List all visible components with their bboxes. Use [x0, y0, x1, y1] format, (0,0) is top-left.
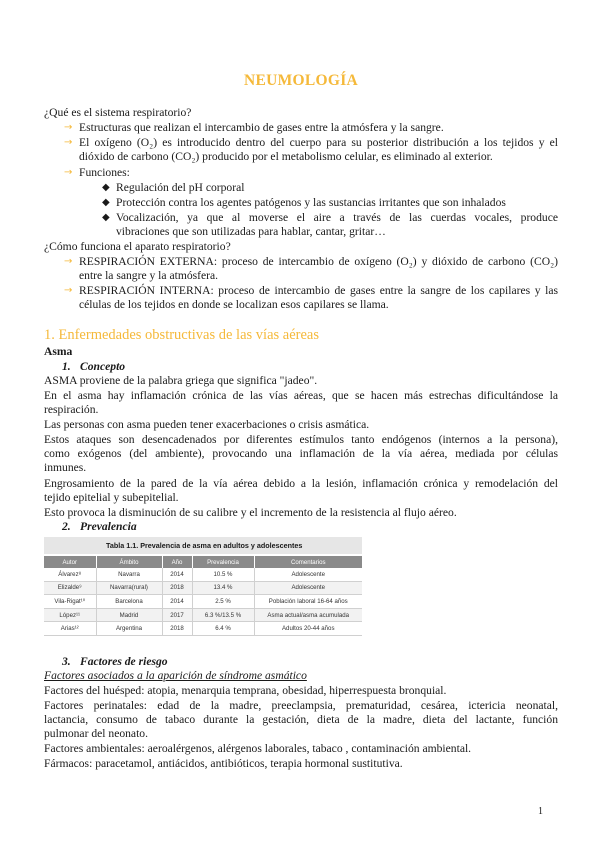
- paragraph: Esto provoca la disminución de su calibre y el incremento de la resistencia al flujo aéreo.: [44, 506, 457, 519]
- table-cell: López¹¹: [44, 608, 96, 622]
- bullet-text: dióxido de carbono (CO₂) producido por el metabolismo celular, es eliminado al exterior.: [79, 150, 493, 163]
- table-cell: Álvarez⁸: [44, 568, 96, 581]
- function-item: vibraciones que son utilizadas para hablar, cantar, gritar…: [116, 225, 386, 238]
- bullet-text: RESPIRACIÓN INTERNA: proceso de intercambio de gases entre la sangre de los capilares y las: [79, 284, 558, 297]
- page-number: 1: [538, 806, 543, 817]
- bullet-text: El oxígeno (O₂) es introducido dentro del cuerpo para su posterior distribución a los tejidos y el: [79, 136, 558, 149]
- table-header-cell: Comentarios: [254, 556, 362, 568]
- paragraph: Estos ataques son desencadenados por diferentes estímulos tanto endógenos (internos a la persona),: [44, 433, 558, 446]
- paragraph: Factores del huésped: atopia, menarquia temprana, obesidad, hiperrespuesta bronquial.: [44, 684, 447, 697]
- table-header-cell: Año: [162, 556, 192, 568]
- table-header-cell: Autor: [44, 556, 96, 568]
- table-cell: Navarra: [96, 568, 162, 581]
- bullet-text: Estructuras que realizan el intercambio de gases entre la atmósfera y la sangre.: [79, 121, 444, 134]
- subheading-underlined: Factores asociados a la aparición de síndrome asmático: [44, 669, 307, 682]
- table-row: [44, 581, 362, 595]
- item-number: 2.: [62, 520, 71, 533]
- table-cell: Vila-Rigat¹⁰: [44, 595, 96, 609]
- question-what-is: ¿Qué es el sistema respiratorio?: [44, 106, 192, 119]
- paragraph: inmunes.: [44, 461, 87, 474]
- item-heading: Factores de riesgo: [80, 655, 168, 668]
- bullet-text: Funciones:: [79, 166, 130, 179]
- table-cell: Navarra(rural): [96, 581, 162, 595]
- table-cell: 13.4 %: [192, 581, 254, 595]
- arrow-right-icon: →: [64, 285, 73, 296]
- paragraph: En el asma hay inflamación crónica de las vías aéreas, que se hacen más estrechas dificultándose la: [44, 389, 558, 402]
- paragraph: respiración.: [44, 403, 99, 416]
- table-cell: 2.5 %: [192, 595, 254, 609]
- paragraph: lactancia, consumo de tabaco durante la gestación, dieta de la madre, dieta del lactante, función: [44, 713, 558, 726]
- arrow-right-icon: →: [64, 122, 73, 133]
- table-cell: 2014: [162, 568, 192, 581]
- table-cell: Adultos 20-44 años: [254, 622, 362, 636]
- function-item: Protección contra los agentes patógenos y las sustancias irritantes que son inhalados: [116, 196, 506, 209]
- paragraph: tejido epitelial y subepitelial.: [44, 491, 179, 504]
- item-heading: Prevalencia: [80, 520, 137, 533]
- table-caption: Tabla 1.1. Prevalencia de asma en adultos y adolescentes: [44, 537, 362, 554]
- table-row: [44, 622, 362, 636]
- arrow-right-icon: →: [64, 167, 73, 178]
- table-cell: Asma actual/asma acumulada: [254, 608, 362, 622]
- table-header-row: [44, 556, 362, 568]
- question-how-works: ¿Cómo funciona el aparato respiratorio?: [44, 240, 231, 253]
- table-cell: 2018: [162, 622, 192, 636]
- table-row: [44, 608, 362, 622]
- paragraph: Las personas con asma pueden tener exacerbaciones o crisis asmática.: [44, 418, 370, 431]
- subsection-heading: Asma: [44, 345, 73, 358]
- table-cell: 6.3 %/13.5 %: [192, 608, 254, 622]
- function-item: Regulación del pH corporal: [116, 181, 245, 194]
- paragraph: Factores ambientales: aeroalérgenos, alérgenos laborales, tabaco , contaminación ambiental.: [44, 742, 472, 755]
- table-header-cell: Ámbito: [96, 556, 162, 568]
- paragraph: como exógenos (del ambiente), provocando una inflamación de la vía aérea, mediada por células: [44, 447, 558, 460]
- item-number: 3.: [62, 655, 71, 668]
- table-cell: Adolescente: [254, 581, 362, 595]
- arrow-right-icon: →: [64, 256, 73, 267]
- table-header-cell: Prevalencia: [192, 556, 254, 568]
- diamond-icon: ◆: [102, 212, 110, 223]
- table-cell: 10.5 %: [192, 568, 254, 581]
- table-cell: Madrid: [96, 608, 162, 622]
- diamond-icon: ◆: [102, 197, 110, 208]
- paragraph: Factores perinatales: edad de la madre, preeclampsia, prematuridad, cesárea, ictericia neonatal,: [44, 699, 558, 712]
- paragraph: Engrosamiento de la pared de la vía aérea debido a la lesión, inflamación crónica y remodelación del: [44, 477, 558, 490]
- table-cell: 2017: [162, 608, 192, 622]
- table-cell: Población laboral 16-64 años: [254, 595, 362, 609]
- table-row: [44, 568, 362, 581]
- table-grid: [44, 556, 362, 636]
- paragraph: pulmonar del neonato.: [44, 727, 148, 740]
- paragraph: ASMA proviene de la palabra griega que significa "jadeo".: [44, 374, 318, 387]
- arrow-right-icon: →: [64, 137, 73, 148]
- table-cell: Argentina: [96, 622, 162, 636]
- table-cell: Arias¹²: [44, 622, 96, 636]
- bullet-text: entre la sangre y la atmósfera.: [79, 269, 219, 282]
- table-cell: 2018: [162, 581, 192, 595]
- diamond-icon: ◆: [102, 182, 110, 193]
- table-cell: Adolescente: [254, 568, 362, 581]
- table-cell: 6.4 %: [192, 622, 254, 636]
- item-number: 1.: [62, 360, 71, 373]
- table-cell: Barcelona: [96, 595, 162, 609]
- table-row: [44, 595, 362, 609]
- page-title: NEUMOLOGÍA: [243, 72, 359, 89]
- table-cell: 2014: [162, 595, 192, 609]
- table-cell: Elizalde⁹: [44, 581, 96, 595]
- item-heading: Concepto: [80, 360, 126, 373]
- bullet-text: células de los tejidos en donde se localizan esos capilares se llama.: [79, 298, 389, 311]
- function-item: Vocalización, ya que al moverse el aire a través de las cuerdas vocales, produce: [116, 211, 558, 224]
- paragraph: Fármacos: paracetamol, antiácidos, antibióticos, terapia hormonal sustitutiva.: [44, 757, 403, 770]
- prevalence-table: [44, 537, 362, 647]
- bullet-text: RESPIRACIÓN EXTERNA: proceso de intercambio de oxígeno (O₂) y dióxido de carbono (CO₂): [79, 255, 558, 268]
- section-heading: 1. Enfermedades obstructivas de las vías aéreas: [44, 327, 319, 343]
